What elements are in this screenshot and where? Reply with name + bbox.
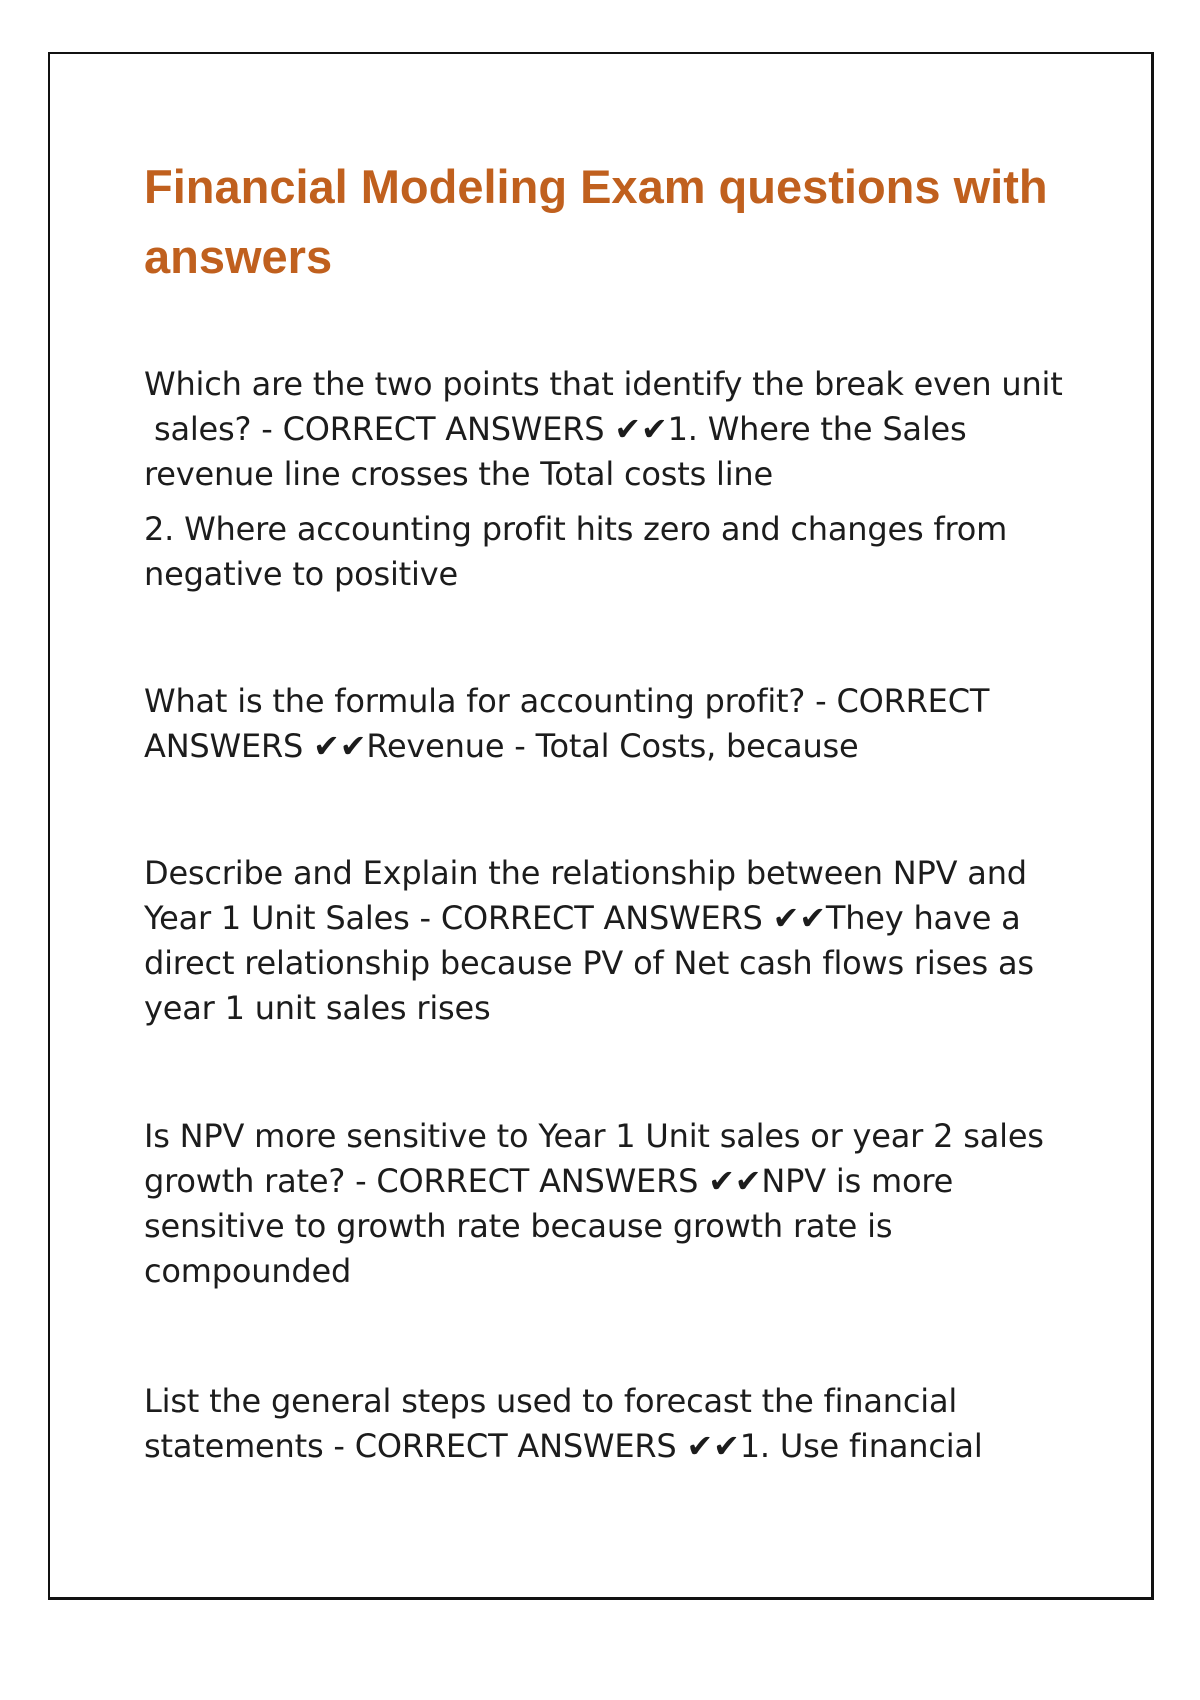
text-line: Which are the two points that identify the break even unit (144, 365, 1063, 403)
text-line: sales? - CORRECT ANSWERS ✔✔1. Where the Sales (144, 410, 967, 448)
text-line: 2. Where accounting profit hits zero and changes from (144, 510, 1008, 548)
question-accounting-profit (144, 679, 1104, 769)
text-line: direct relationship because PV of Net cash flows rises as (144, 944, 1034, 982)
text-line: List the general steps used to forecast the financial (144, 1382, 958, 1420)
document-page (48, 52, 1154, 1600)
question-npv-unit-sales (144, 851, 1104, 1031)
text-line: Describe and Explain the relationship between NPV and (144, 854, 1027, 892)
question-break-even (144, 362, 1104, 497)
text-line: ANSWERS ✔✔Revenue - Total Costs, because (144, 727, 859, 765)
text-line: negative to positive (144, 555, 458, 593)
text-line: Year 1 Unit Sales - CORRECT ANSWERS ✔✔They have a (144, 899, 1021, 937)
question-forecast-steps (144, 1379, 1104, 1469)
text-line: statements - CORRECT ANSWERS ✔✔1. Use financial (144, 1427, 983, 1465)
question-npv-sensitivity (144, 1114, 1104, 1294)
text-line: growth rate? - CORRECT ANSWERS ✔✔NPV is more (144, 1162, 954, 1200)
text-line: year 1 unit sales rises (144, 989, 491, 1027)
text-line: sensitive to growth rate because growth rate is (144, 1207, 893, 1245)
title-line-2: answers (144, 230, 333, 283)
answer-continuation (144, 507, 1104, 597)
title-line-1: Financial Modeling Exam questions with (144, 160, 1048, 213)
text-line: Is NPV more sensitive to Year 1 Unit sales or year 2 sales (144, 1117, 1044, 1155)
document-title (144, 152, 1048, 292)
text-line: compounded (144, 1252, 352, 1290)
text-line: What is the formula for accounting profit? - CORRECT (144, 682, 990, 720)
text-line: revenue line crosses the Total costs line (144, 455, 773, 493)
